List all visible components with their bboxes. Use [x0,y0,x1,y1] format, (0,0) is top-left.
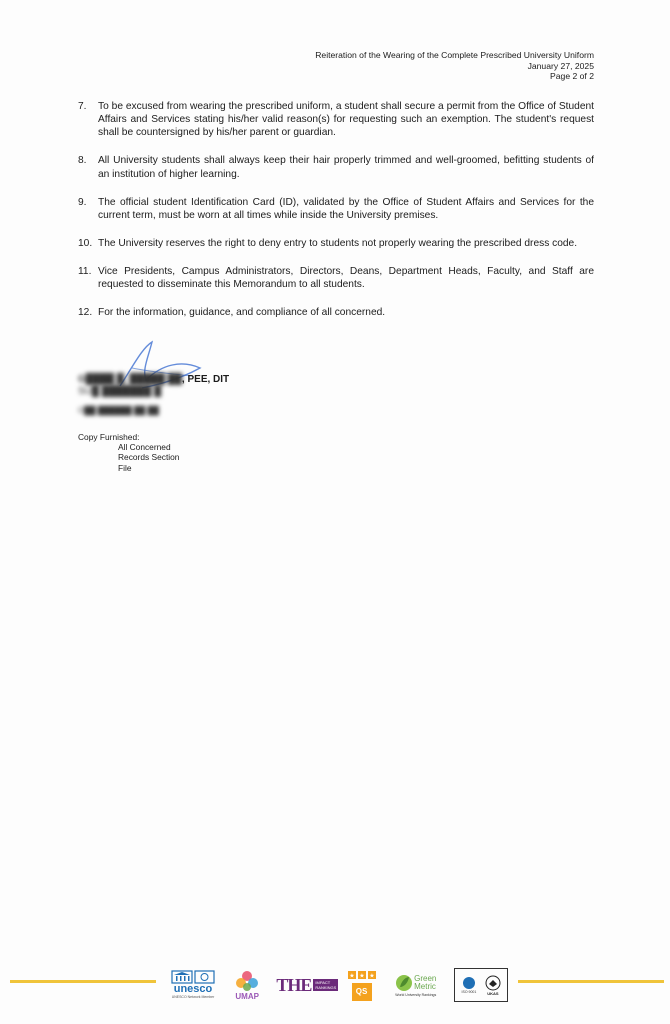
qs-stars-logo [346,970,378,1001]
umap-wordmark: UMAP [235,991,259,1001]
the-subtitle: IMPACT RANKINGS [315,980,337,990]
greenmetric-leaf-icon [395,973,413,993]
iso-circle-icon [462,976,476,990]
memo-subject: Reiteration of the Wearing of the Complete Prescribed University Uniform [315,50,594,60]
umap-flower-icon [235,970,259,992]
unesco-temple-icon [171,970,215,984]
copy-furnished-label: Copy Furnished: [78,432,140,442]
item-number: 9. [78,196,87,208]
ukas-crown-icon [485,975,501,991]
greenmetric-logo [391,973,441,998]
memo-item-10 [78,237,594,250]
memo-item-8 [78,154,594,180]
iso-label: ISO 9001 [461,990,477,994]
ukas-label: UKAS [487,990,499,996]
item-number: 7. [78,101,87,112]
greenmetric-word-metric: Metric [414,981,436,991]
footer-rule-left [10,980,156,983]
the-wordmark: THE [276,974,312,995]
item-number: 11. [78,265,92,277]
qs-stars-icon [348,970,376,980]
memo-item-12 [78,306,594,319]
greenmetric-word-green: Green [414,973,437,983]
memo-item-9 [78,196,594,222]
signatory-name-redacted: G████ █. █████ ██ [78,374,182,385]
signatory-name [78,374,229,386]
qs-badge: QS [352,983,372,1001]
umap-logo [231,970,263,1001]
memo-item-7 [78,100,594,140]
memo-item-11 [78,265,594,291]
copy-furnished-entry: File [118,462,132,473]
copy-furnished-list [118,442,179,473]
footer-logos [168,960,508,1010]
unesco-logo [168,970,218,1000]
signatory-title [78,386,229,398]
item-text: To be excused from wearing the prescribed uniform, a student shall secure a permit from the Office of Student Affairs and Services stating his/her valid reason(s) for requesting such an exemption. The student's request shall be countersigned by his/her parent or guardian. [98,101,594,139]
item-text: For the information, guidance, and compliance of all concerned. [98,307,386,319]
copy-furnished [78,432,179,473]
copy-furnished-entry: All Concerned [118,442,171,453]
item-number: 8. [78,155,87,167]
signatory-credentials: , PEE, DIT [181,374,230,385]
memo-date: January 27, 2025 [527,60,594,71]
copy-furnished-entry: Records Section [118,452,180,463]
page-header [315,50,594,82]
item-text: The official student Identification Card (ID), validated by the Office of Student Affairs and Services for the current term, must be worn at all times while inside the University premises. [98,196,594,221]
unesco-wordmark: unesco [173,983,213,995]
item-text: All University students shall always keep their hair properly trimmed and well-groomed, befitting students of an institution of higher learning. [98,155,594,180]
item-text: The University reserves the right to deny entry to students not properly wearing the prescribed dress code. [98,237,578,249]
item-number: 10. [78,237,93,249]
iso-ukas-logo [454,968,508,1002]
item-text: Vice Presidents, Campus Administrators, Directors, Deans, Department Heads, Faculty, and Staff are requested to disseminate this Memorandum to all students. [98,265,594,291]
signatory-title-redacted: SU█ ███████ █ [78,386,162,397]
svg-text:★: ★ [348,972,355,979]
signatory-office [78,406,159,415]
memo-items [78,100,594,334]
item-number: 12. [78,307,93,319]
signatory-office-redacted: O██ ██████ ██ ██ [78,406,159,415]
page-number: Page 2 of 2 [550,71,594,81]
svg-text:★: ★ [368,972,375,979]
unesco-subtitle: UNESCO Network Member [171,995,215,999]
greenmetric-subtitle: World University Rankings [395,992,437,997]
signatory-block [78,374,229,398]
the-impact-logo [276,974,337,996]
svg-text:★: ★ [358,972,365,979]
footer-rule-right [518,980,664,983]
